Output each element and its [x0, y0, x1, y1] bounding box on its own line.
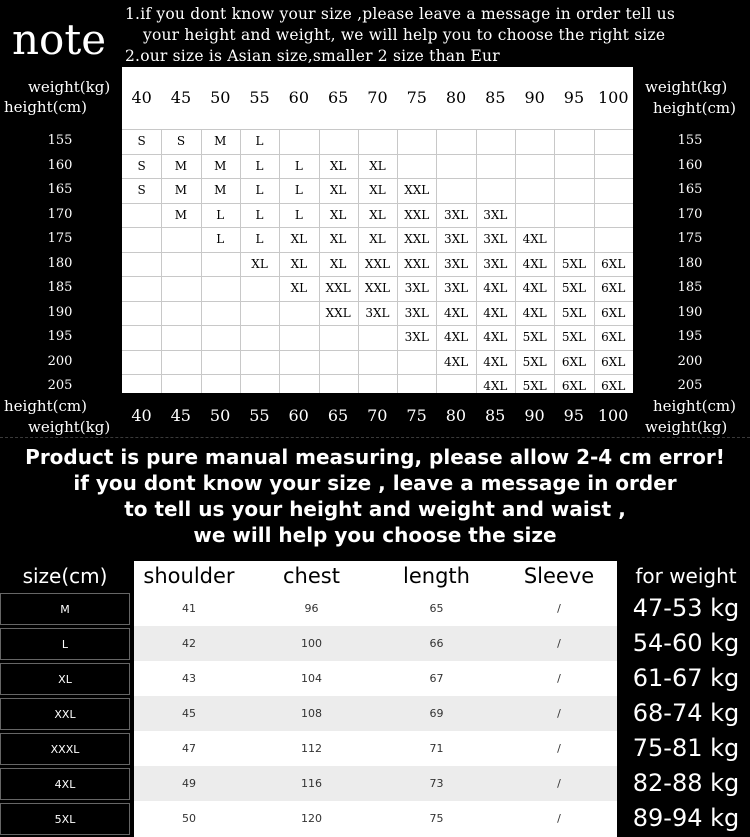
grid-cell: XXL [325, 281, 351, 295]
length-value: 71 [429, 742, 444, 755]
shoulder-value: 41 [182, 602, 196, 615]
weight-footer-80: 80 [445, 406, 467, 425]
length-value: 65 [429, 602, 444, 615]
height-label-right-175: 175 [677, 231, 703, 246]
chest-value: 104 [301, 672, 322, 685]
grid-cell: L [255, 207, 264, 222]
length-value: 67 [429, 672, 444, 685]
weight-header-45: 45 [170, 88, 192, 107]
for-weight-value: 89-94 kg [632, 804, 740, 832]
size-grid [122, 67, 633, 393]
grid-cell: L [294, 158, 303, 173]
height-label-left-190: 190 [47, 304, 73, 320]
grid-cell: XL [369, 232, 386, 246]
weight-footer-40: 40 [131, 406, 152, 425]
weight-footer-45: 45 [170, 406, 191, 425]
grid-cell: L [294, 183, 303, 197]
chest-value: 112 [301, 742, 322, 755]
note-title: note [12, 15, 107, 64]
grid-cell [240, 276, 279, 300]
weight-header-80: 80 [445, 88, 467, 107]
weight-footer-100: 100 [597, 406, 629, 425]
size-label: XL [0, 663, 130, 695]
grid-cell: 5XL [522, 330, 547, 344]
weight-footer-65: 65 [327, 406, 349, 425]
grid-cell [240, 350, 279, 374]
size-label: 5XL [0, 803, 130, 835]
height-label-left-160: 160 [47, 157, 73, 173]
length-value: 75 [429, 812, 444, 825]
height-label-bottom-right: height(cm) [653, 397, 736, 415]
grid-cell: L [255, 134, 264, 148]
grid-cell [201, 350, 240, 374]
height-label-left-155: 155 [47, 133, 73, 148]
for-weight-header: for weight [635, 564, 737, 588]
height-label-left-165: 165 [47, 182, 73, 197]
for-weight-value: 61-67 kg [632, 664, 740, 692]
grid-cell: 3XL [443, 281, 469, 295]
grid-cell [122, 301, 161, 325]
grid-cell [201, 374, 240, 398]
grid-cell [358, 129, 397, 153]
grid-cell [436, 178, 475, 202]
grid-cell [554, 203, 593, 227]
sleeve-value: / [557, 707, 561, 720]
sleeve-value: / [557, 672, 561, 685]
shoulder-value: 45 [182, 707, 196, 720]
grid-cell [161, 350, 200, 374]
chest-value: 96 [304, 602, 319, 615]
grid-cell [279, 350, 318, 374]
grid-cell [358, 325, 397, 349]
height-label-right-180: 180 [677, 255, 703, 271]
grid-cell [161, 276, 200, 300]
notice-line-4: we will help you choose the size [193, 523, 557, 547]
for-weight-value: 68-74 kg [632, 699, 740, 727]
size-label: 4XL [0, 768, 130, 800]
grid-cell: XXL [364, 281, 390, 295]
grid-cell: 6XL [601, 305, 626, 320]
grid-cell [122, 276, 161, 300]
height-label-right-170: 170 [677, 206, 703, 222]
grid-cell: M [214, 183, 227, 197]
height-label-left: height(cm) [4, 98, 87, 116]
weight-header-90: 90 [524, 88, 545, 107]
grid-cell: 6XL [601, 379, 626, 393]
weight-footer-60: 60 [288, 406, 309, 425]
grid-cell: L [255, 158, 264, 173]
grid-cell: 4XL [522, 232, 547, 246]
grid-cell: 6XL [601, 281, 626, 295]
grid-cell [358, 374, 397, 398]
grid-cell: 6XL [561, 379, 587, 393]
grid-cell: S [137, 134, 146, 148]
weight-header-70: 70 [367, 88, 388, 107]
grid-cell: M [174, 207, 188, 222]
grid-cell: 5XL [561, 281, 587, 295]
sleeve-value: / [557, 777, 561, 790]
grid-cell [240, 325, 279, 349]
grid-cell: 4XL [483, 281, 508, 295]
grid-cell: XXL [325, 305, 351, 320]
grid-cell: 3XL [483, 232, 508, 246]
sleeve-value: / [557, 742, 561, 755]
grid-cell: S [137, 158, 146, 173]
grid-cell [161, 325, 200, 349]
grid-cell [358, 350, 397, 374]
grid-cell [436, 129, 475, 153]
grid-cell: 5XL [522, 379, 547, 393]
height-label-right-190: 190 [677, 304, 703, 320]
grid-cell [436, 154, 475, 178]
grid-cell [319, 325, 358, 349]
height-label-right: height(cm) [653, 99, 736, 117]
grid-cell: 3XL [483, 256, 508, 271]
grid-cell [122, 227, 161, 251]
grid-cell [397, 154, 436, 178]
measurement-table [134, 561, 617, 837]
chest-value: 116 [301, 777, 322, 790]
grid-cell: 5XL [522, 354, 547, 369]
grid-cell [319, 350, 358, 374]
grid-cell: 3XL [365, 305, 390, 320]
grid-cell: XL [369, 183, 386, 197]
weight-header-40: 40 [131, 88, 152, 107]
grid-cell: 4XL [483, 354, 508, 369]
grid-cell: 6XL [601, 256, 626, 271]
weight-header-60: 60 [288, 88, 310, 107]
weight-label-right: weight(kg) [645, 78, 728, 96]
weight-header-95: 95 [563, 88, 585, 107]
grid-cell [594, 129, 633, 153]
height-label-right-165: 165 [677, 182, 703, 197]
note-line-1: 1.if you dont know your size ,please leave a message in order tell us [125, 5, 676, 23]
grid-cell: XL [329, 183, 347, 197]
grid-cell [594, 203, 633, 227]
grid-cell [554, 154, 593, 178]
weight-label-bottom-right: weight(kg) [645, 418, 728, 436]
grid-cell: 5XL [561, 305, 587, 320]
grid-cell: XXL [404, 256, 430, 271]
grid-cell: XL [329, 256, 347, 271]
notice-line-1: Product is pure manual measuring, please allow 2-4 cm error! [25, 445, 725, 469]
grid-cell: XXL [404, 207, 430, 222]
height-label-left-200: 200 [47, 353, 73, 369]
length-value: 69 [429, 707, 444, 720]
grid-cell [240, 301, 279, 325]
height-label-right-200: 200 [677, 353, 703, 369]
grid-cell [476, 178, 515, 202]
grid-cell [279, 129, 318, 153]
shoulder-value: 47 [182, 742, 196, 755]
weight-footer-90: 90 [524, 406, 545, 425]
grid-cell: L [255, 183, 264, 197]
grid-cell [515, 154, 554, 178]
grid-cell: 5XL [561, 330, 587, 344]
grid-cell: XL [369, 207, 386, 222]
weight-header-50: 50 [210, 88, 231, 107]
grid-cell [554, 129, 593, 153]
weight-header-100: 100 [597, 88, 629, 107]
grid-cell [319, 374, 358, 398]
weight-label-bottom-left: weight(kg) [28, 418, 111, 436]
size-label: XXL [0, 698, 130, 730]
weight-footer-55: 55 [249, 406, 270, 425]
weight-footer-70: 70 [367, 406, 388, 425]
chest-value: 100 [301, 637, 322, 650]
height-label-right-160: 160 [677, 157, 703, 173]
grid-cell: M [174, 158, 188, 173]
grid-cell: 4XL [443, 330, 469, 344]
grid-cell: 4XL [483, 330, 508, 344]
height-label-left-170: 170 [47, 206, 73, 222]
chest-value: 120 [301, 812, 322, 825]
grid-cell: L [216, 207, 225, 222]
for-weight-value: 82-88 kg [632, 769, 740, 797]
size-column-header: size(cm) [22, 564, 108, 588]
grid-cell [594, 154, 633, 178]
height-label-left-185: 185 [47, 280, 73, 295]
weight-footer-95: 95 [563, 406, 584, 425]
grid-cell [397, 129, 436, 153]
grid-cell: XL [290, 281, 308, 295]
grid-cell: XL [329, 207, 347, 222]
sleeve-value: / [557, 637, 561, 650]
grid-cell: S [137, 183, 146, 197]
height-label-left-205: 205 [47, 378, 73, 393]
shoulder-value: 42 [182, 637, 196, 650]
grid-cell: 3XL [404, 330, 429, 344]
grid-cell: 4XL [483, 305, 508, 320]
grid-cell [161, 252, 200, 276]
weight-label-left: weight(kg) [28, 78, 111, 96]
grid-cell [515, 178, 554, 202]
length-value: 66 [429, 637, 444, 650]
grid-cell [201, 276, 240, 300]
size-label: XXXL [0, 733, 130, 765]
grid-cell: 3XL [443, 207, 469, 222]
grid-cell [279, 325, 318, 349]
height-label-left-175: 175 [47, 231, 73, 246]
grid-cell [279, 301, 318, 325]
grid-cell [554, 178, 593, 202]
grid-cell: 3XL [443, 232, 469, 246]
grid-cell: XXL [404, 232, 430, 246]
grid-cell: S [176, 134, 186, 148]
grid-cell [515, 203, 554, 227]
height-label-right-195: 195 [677, 329, 703, 344]
shoulder-value: 50 [182, 812, 196, 825]
shoulder-value: 49 [182, 777, 196, 790]
grid-cell: 5XL [561, 256, 587, 271]
chest-value: 108 [301, 707, 322, 720]
shoulder-value: 43 [182, 672, 196, 685]
grid-cell [397, 350, 436, 374]
weight-header-65: 65 [327, 88, 349, 107]
for-weight-value: 47-53 kg [632, 594, 740, 622]
grid-cell: XL [369, 158, 386, 173]
grid-cell: XL [329, 158, 347, 173]
grid-cell [397, 374, 436, 398]
height-label-right-155: 155 [677, 133, 703, 148]
grid-cell: 6XL [561, 354, 587, 369]
grid-cell: XL [329, 232, 347, 246]
size-label: M [0, 593, 130, 625]
notice-line-3: to tell us your height and weight and waist , [124, 497, 626, 521]
grid-cell [122, 374, 161, 398]
grid-cell: XXL [404, 183, 430, 197]
grid-cell [476, 154, 515, 178]
grid-cell: 4XL [443, 305, 469, 320]
grid-cell [122, 325, 161, 349]
grid-cell: 6XL [601, 354, 626, 369]
size-label: L [0, 628, 130, 660]
height-label-right-185: 185 [677, 280, 703, 295]
grid-cell [279, 374, 318, 398]
weight-header-85: 85 [485, 88, 506, 107]
note-line-2: your height and weight, we will help you to choose the right size [143, 26, 666, 44]
grid-cell: 4XL [443, 354, 469, 369]
height-label-left-180: 180 [47, 255, 73, 271]
grid-cell: XL [251, 256, 268, 271]
for-weight-value: 54-60 kg [632, 629, 740, 657]
length-value: 73 [429, 777, 444, 790]
grid-cell: 4XL [522, 256, 547, 271]
chest-header: chest [283, 564, 340, 588]
sleeve-value: / [557, 812, 561, 825]
grid-cell [594, 178, 633, 202]
grid-cell: L [216, 232, 225, 246]
grid-cell [436, 374, 475, 398]
grid-cell: 4XL [522, 305, 547, 320]
grid-cell: 4XL [522, 281, 547, 295]
grid-cell [201, 252, 240, 276]
grid-cell: M [174, 183, 188, 197]
grid-cell: M [214, 158, 227, 173]
sleeve-value: / [557, 602, 561, 615]
grid-cell: XXL [364, 256, 390, 271]
grid-cell [122, 350, 161, 374]
grid-cell: XL [290, 232, 308, 246]
grid-cell [319, 129, 358, 153]
grid-cell: 6XL [601, 330, 626, 344]
grid-cell [161, 374, 200, 398]
height-label-bottom-left: height(cm) [4, 397, 87, 415]
grid-cell: 3XL [404, 305, 429, 320]
weight-header-75: 75 [406, 88, 427, 107]
note-line-3: 2.our size is Asian size,smaller 2 size than Eur [125, 47, 500, 65]
grid-cell: 3XL [483, 207, 508, 222]
length-header: length [403, 564, 470, 588]
height-label-left-195: 195 [47, 329, 73, 344]
grid-cell: 4XL [483, 379, 508, 393]
grid-cell [122, 203, 161, 227]
for-weight-value: 75-81 kg [632, 734, 740, 762]
height-label-right-205: 205 [677, 378, 703, 393]
weight-footer-75: 75 [406, 406, 427, 425]
grid-cell [240, 374, 279, 398]
sleeve-header: Sleeve [523, 564, 595, 588]
shoulder-header: shoulder [143, 564, 235, 588]
grid-cell [201, 325, 240, 349]
grid-cell: 3XL [443, 256, 469, 271]
grid-cell: L [294, 207, 303, 222]
grid-cell: M [214, 134, 227, 148]
grid-cell [594, 227, 633, 251]
grid-cell: L [255, 232, 264, 246]
grid-cell [515, 129, 554, 153]
grid-cell: 3XL [404, 281, 429, 295]
grid-cell [201, 301, 240, 325]
grid-cell [476, 129, 515, 153]
grid-cell [554, 227, 593, 251]
grid-cell: XL [290, 256, 308, 271]
weight-header-55: 55 [249, 88, 270, 107]
grid-cell [161, 227, 200, 251]
grid-cell [122, 252, 161, 276]
weight-footer-85: 85 [485, 406, 506, 425]
grid-cell [161, 301, 200, 325]
weight-footer-50: 50 [209, 406, 231, 425]
notice-line-2: if you dont know your size , leave a message in order [73, 471, 677, 495]
